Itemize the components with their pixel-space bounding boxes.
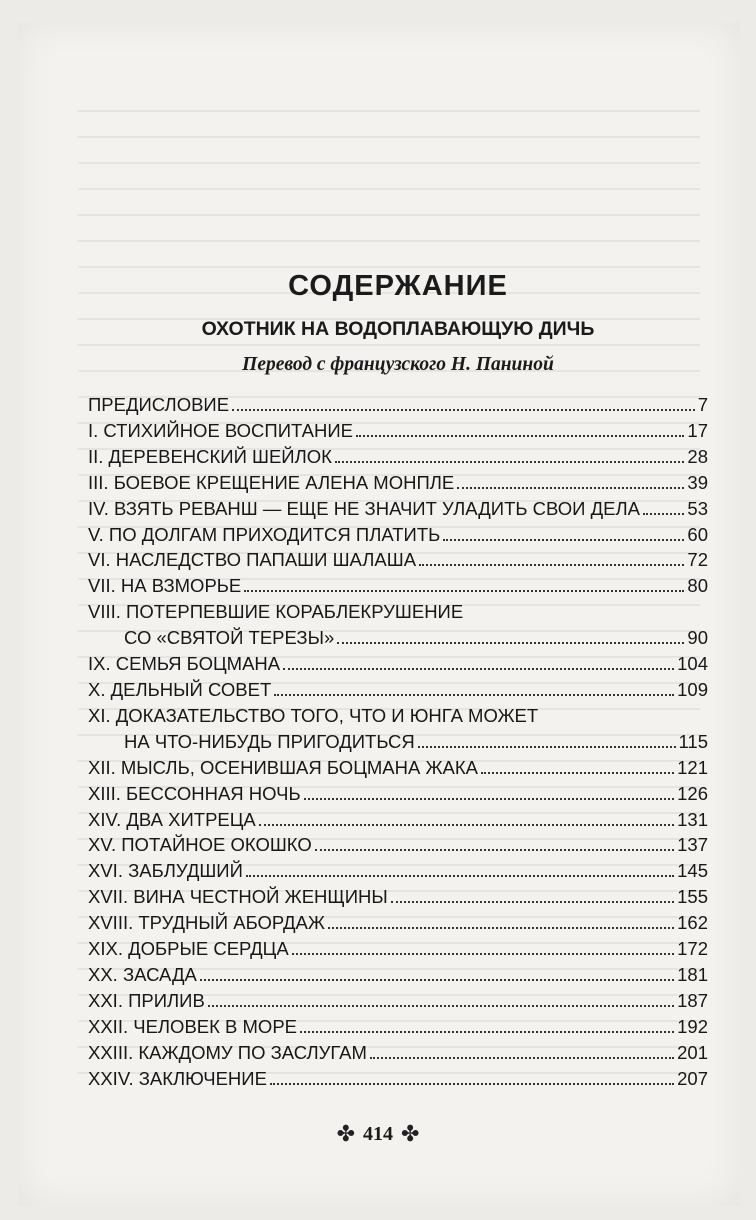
toc-entry-page: 28 — [687, 445, 708, 467]
toc-entry[interactable] — [88, 599, 708, 651]
toc-entry-page: 17 — [687, 419, 708, 441]
toc-entry-title: XX. ЗАСАДА — [88, 963, 197, 985]
toc-entry-title: V. ПО ДОЛГАМ ПРИХОДИТСЯ ПЛАТИТЬ — [88, 523, 441, 545]
toc-entry-page: 162 — [677, 912, 708, 934]
dot-leader — [419, 564, 684, 566]
fleuron-icon: ✤ — [336, 1122, 355, 1147]
toc-entry[interactable] — [88, 392, 708, 418]
toc-entry[interactable] — [88, 547, 708, 573]
toc-entry-page: 7 — [697, 394, 708, 415]
toc-entry[interactable] — [88, 936, 708, 962]
dot-leader — [304, 798, 675, 800]
toc-entry-title: XIX. ДОБРЫЕ СЕРДЦА — [88, 938, 289, 960]
toc-entry[interactable] — [88, 418, 708, 444]
toc-entry-page: 90 — [687, 627, 708, 649]
toc-entry[interactable] — [88, 522, 708, 548]
toc-entry-title: XVII. ВИНА ЧЕСТНОЙ ЖЕНЩИНЫ — [88, 886, 388, 908]
dot-leader — [246, 875, 674, 877]
toc-entry-title: X. ДЕЛЬНЫЙ СОВЕТ — [88, 678, 272, 700]
dot-leader — [259, 824, 674, 826]
dot-leader — [328, 927, 674, 929]
toc-entry-page: 80 — [687, 575, 708, 597]
dot-leader — [232, 409, 695, 411]
dot-leader — [457, 487, 684, 489]
dot-leader — [356, 435, 684, 437]
toc-entry-page: 172 — [677, 938, 708, 960]
toc-entry[interactable] — [88, 781, 708, 807]
toc-list — [88, 392, 708, 1091]
toc-entry-page: 53 — [687, 497, 708, 519]
toc-entry-title: VI. НАСЛЕДСТВО ПАПАШИ ШАЛАША — [88, 549, 417, 571]
toc-entry[interactable] — [88, 444, 708, 470]
toc-entry-page: 155 — [677, 886, 708, 908]
toc-entry-page: 126 — [677, 782, 708, 804]
toc-entry-title: III. БОЕВОЕ КРЕЩЕНИЕ АЛЕНА МОНПЛЕ — [88, 471, 455, 493]
toc-entry-page: 104 — [677, 653, 708, 675]
toc-entry[interactable] — [88, 755, 708, 781]
dot-leader — [391, 901, 674, 903]
toc-entry-page: 109 — [677, 678, 708, 700]
translator-credit: Перевод с французского Н. Паниной — [242, 354, 554, 375]
toc-entry-title: XII. МЫСЛЬ, ОСЕНИВШАЯ БОЦМАНА ЖАКА — [88, 756, 479, 778]
toc-entry[interactable] — [88, 1040, 708, 1066]
toc-entry-title: I. СТИХИЙНОЕ ВОСПИТАНИЕ — [88, 419, 354, 441]
dot-leader — [337, 642, 684, 644]
dot-leader — [481, 772, 674, 774]
toc-entry[interactable] — [88, 573, 708, 599]
dot-leader — [443, 539, 684, 541]
toc-entry[interactable] — [88, 807, 708, 833]
toc-entry-title: II. ДЕРЕВЕНСКИЙ ШЕЙЛОК — [88, 445, 332, 467]
toc-entry-title: VIII. ПОТЕРПЕВШИЕ КОРАБЛЕКРУШЕНИЕ — [88, 601, 464, 623]
toc-entry-title: XVIII. ТРУДНЫЙ АБОРДАЖ — [88, 912, 325, 934]
toc-entry[interactable] — [88, 858, 708, 884]
toc-entry[interactable] — [88, 1014, 708, 1040]
toc-entry-title: XXIII. КАЖДОМУ ПО ЗАСЛУГАМ — [88, 1041, 367, 1063]
toc-entry-title: ПРЕДИСЛОВИЕ — [88, 394, 230, 415]
toc-entry-title: XV. ПОТАЙНОЕ ОКОШКО — [88, 834, 312, 856]
toc-entry-title: XIII. БЕССОННАЯ НОЧЬ — [88, 782, 301, 804]
toc-entry-page: 60 — [687, 523, 708, 545]
dot-leader — [283, 668, 674, 670]
dot-leader — [643, 513, 684, 515]
toc-entry[interactable] — [88, 470, 708, 496]
dot-leader — [370, 1057, 674, 1059]
toc-entry[interactable] — [88, 962, 708, 988]
toc-entry-page: 201 — [677, 1041, 708, 1063]
toc-entry-page: 39 — [687, 471, 708, 493]
toc-entry-title: IV. ВЗЯТЬ РЕВАНШ — ЕЩЕ НЕ ЗНАЧИТ УЛАДИТЬ СВОИ ДЕЛА — [88, 497, 640, 519]
toc-entry-title: XXI. ПРИЛИВ — [88, 989, 205, 1011]
toc-entry-title: XXIV. ЗАКЛЮЧЕНИЕ — [88, 1067, 267, 1089]
toc-entry[interactable] — [88, 496, 708, 522]
dot-leader — [418, 746, 676, 748]
dot-leader — [200, 979, 674, 981]
toc-entry[interactable] — [88, 884, 708, 910]
contents-heading: СОДЕРЖАНИЕ — [288, 270, 508, 302]
fleuron-icon: ✤ — [401, 1122, 420, 1147]
toc-entry[interactable] — [88, 677, 708, 703]
toc-section — [88, 268, 708, 1091]
toc-entry-page: 192 — [677, 1015, 708, 1037]
toc-entry-page: 137 — [677, 834, 708, 856]
dot-leader — [244, 590, 684, 592]
toc-entry-title-continued: СО «СВЯТОЙ ТЕРЕЗЫ» — [124, 627, 335, 649]
toc-entry[interactable] — [88, 832, 708, 858]
toc-entry-title: XVI. ЗАБЛУДШИЙ — [88, 860, 243, 882]
toc-entry-page: 72 — [687, 549, 708, 571]
dot-leader — [270, 1083, 674, 1085]
toc-entry-page: 115 — [678, 730, 708, 752]
toc-entry-title-continued: НА ЧТО-НИБУДЬ ПРИГОДИТЬСЯ — [124, 730, 415, 752]
toc-entry-title: IX. СЕМЬЯ БОЦМАНА — [88, 653, 281, 675]
toc-entry[interactable] — [88, 1066, 708, 1092]
toc-entry-page: 207 — [677, 1067, 708, 1089]
toc-entry-title: VII. НА ВЗМОРЬЕ — [88, 575, 242, 597]
dot-leader — [300, 1031, 674, 1033]
dot-leader — [315, 849, 674, 851]
toc-entry[interactable] — [88, 910, 708, 936]
toc-entry-title: XIV. ДВА ХИТРЕЦА — [88, 808, 256, 830]
toc-entry-title: XXII. ЧЕЛОВЕК В МОРЕ — [88, 1015, 297, 1037]
dot-leader — [274, 694, 674, 696]
dot-leader — [292, 953, 674, 955]
toc-entry-page: 187 — [677, 989, 708, 1011]
toc-entry-page: 181 — [677, 963, 708, 985]
toc-entry[interactable] — [88, 703, 708, 755]
toc-entry[interactable] — [88, 988, 708, 1014]
toc-entry-title: XI. ДОКАЗАТЕЛЬСТВО ТОГО, ЧТО И ЮНГА МОЖЕТ — [88, 704, 539, 726]
dot-leader — [208, 1005, 674, 1007]
toc-entry-page: 145 — [677, 860, 708, 882]
page-number: 414 — [363, 1123, 393, 1145]
toc-entry-page: 131 — [677, 808, 708, 830]
page-footer — [0, 1122, 756, 1147]
book-title: ОХОТНИК НА ВОДОПЛАВАЮЩУЮ ДИЧЬ — [201, 318, 595, 340]
toc-entry[interactable] — [88, 651, 708, 677]
toc-entry-page: 121 — [677, 756, 708, 778]
dot-leader — [335, 461, 685, 463]
